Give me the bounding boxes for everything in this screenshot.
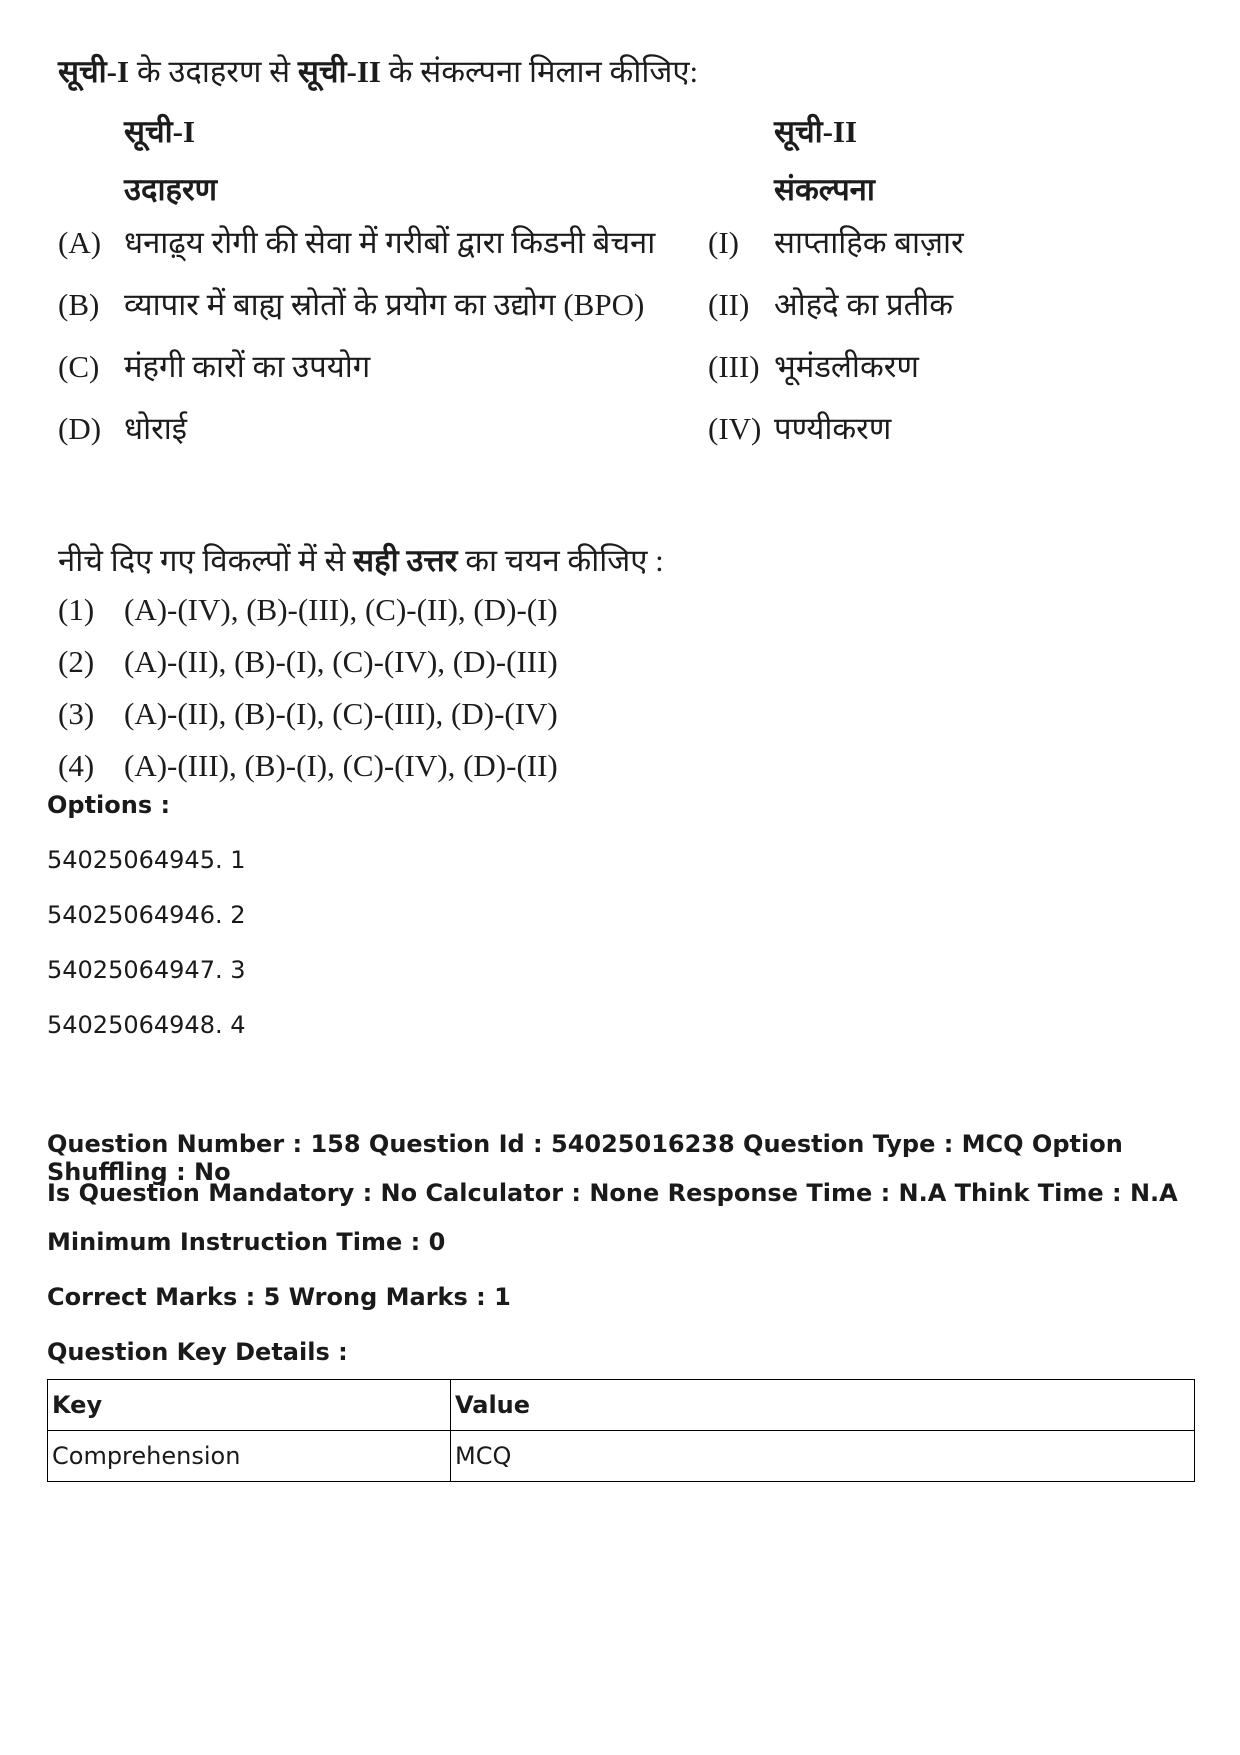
choice-list bbox=[58, 584, 1198, 792]
list-2-item: (IV) पण्यीकरण bbox=[708, 411, 892, 446]
list-2-heading: सूची-II bbox=[774, 114, 858, 149]
options-label: Options : bbox=[47, 791, 171, 819]
list-2-subheading: संकल्पना bbox=[774, 172, 875, 207]
cell-key: Comprehension bbox=[48, 1431, 451, 1482]
question-image bbox=[58, 52, 1198, 783]
list-1-item: (D) धोराई bbox=[58, 411, 188, 446]
list-2-item: (I) साप्ताहिक बाज़ार bbox=[708, 225, 964, 260]
table-header-row bbox=[48, 1380, 1195, 1431]
question-meta-line-1: Question Number : 158 Question Id : 54025016238 Question Type : MCQ Option Shuffling : No bbox=[47, 1130, 1123, 1186]
option-item: 54025064945. 1 bbox=[47, 846, 246, 874]
question-meta-line-3: Minimum Instruction Time : 0 bbox=[47, 1228, 446, 1256]
header-key: Key bbox=[48, 1380, 451, 1431]
choice-item: (2) (A)-(II), (B)-(I), (C)-(IV), (D)-(III) bbox=[58, 644, 558, 679]
list-1-heading: सूची-I bbox=[124, 114, 196, 149]
match-columns bbox=[58, 92, 1198, 783]
option-item: 54025064947. 3 bbox=[47, 956, 246, 984]
instruction: नीचे दिए गए विकल्पों में से सही उत्तर का चयन कीजिए : bbox=[58, 543, 664, 578]
header-value: Value bbox=[451, 1380, 1195, 1431]
choice-item: (4) (A)-(III), (B)-(I), (C)-(IV), (D)-(II) bbox=[58, 748, 558, 783]
list-1 bbox=[58, 92, 678, 460]
marks-line: Correct Marks : 5 Wrong Marks : 1 bbox=[47, 1283, 511, 1311]
question-title: सूची-I के उदाहरण से सूची-II के संकल्पना मिलान कीजिए: bbox=[58, 54, 699, 89]
key-details-table bbox=[47, 1379, 1195, 1482]
cell-value: MCQ bbox=[451, 1431, 1195, 1482]
list-1-item: (A) धनाढ़्य रोगी की सेवा में गरीबों द्वारा किडनी बेचना bbox=[58, 225, 656, 260]
key-details-label: Question Key Details : bbox=[47, 1338, 348, 1366]
list-2 bbox=[708, 92, 1188, 460]
option-item: 54025064946. 2 bbox=[47, 901, 246, 929]
option-item: 54025064948. 4 bbox=[47, 1011, 246, 1039]
list-1-subheading: उदाहरण bbox=[124, 172, 218, 207]
question-meta-line-2: Is Question Mandatory : No Calculator : None Response Time : N.A Think Time : N.A bbox=[47, 1179, 1178, 1207]
list-1-item: (C) मंहगी कारों का उपयोग bbox=[58, 349, 371, 384]
list-1-item: (B) व्यापार में बाह्य स्रोतों के प्रयोग का उद्योग (BPO) bbox=[58, 287, 645, 322]
list-2-item: (II) ओहदे का प्रतीक bbox=[708, 287, 954, 322]
table-row bbox=[48, 1431, 1195, 1482]
choice-item: (1) (A)-(IV), (B)-(III), (C)-(II), (D)-(I) bbox=[58, 592, 558, 627]
instruction-and-choices bbox=[58, 534, 1198, 792]
choice-item: (3) (A)-(II), (B)-(I), (C)-(III), (D)-(IV) bbox=[58, 696, 558, 731]
list-2-item: (III) भूमंडलीकरण bbox=[708, 349, 919, 384]
